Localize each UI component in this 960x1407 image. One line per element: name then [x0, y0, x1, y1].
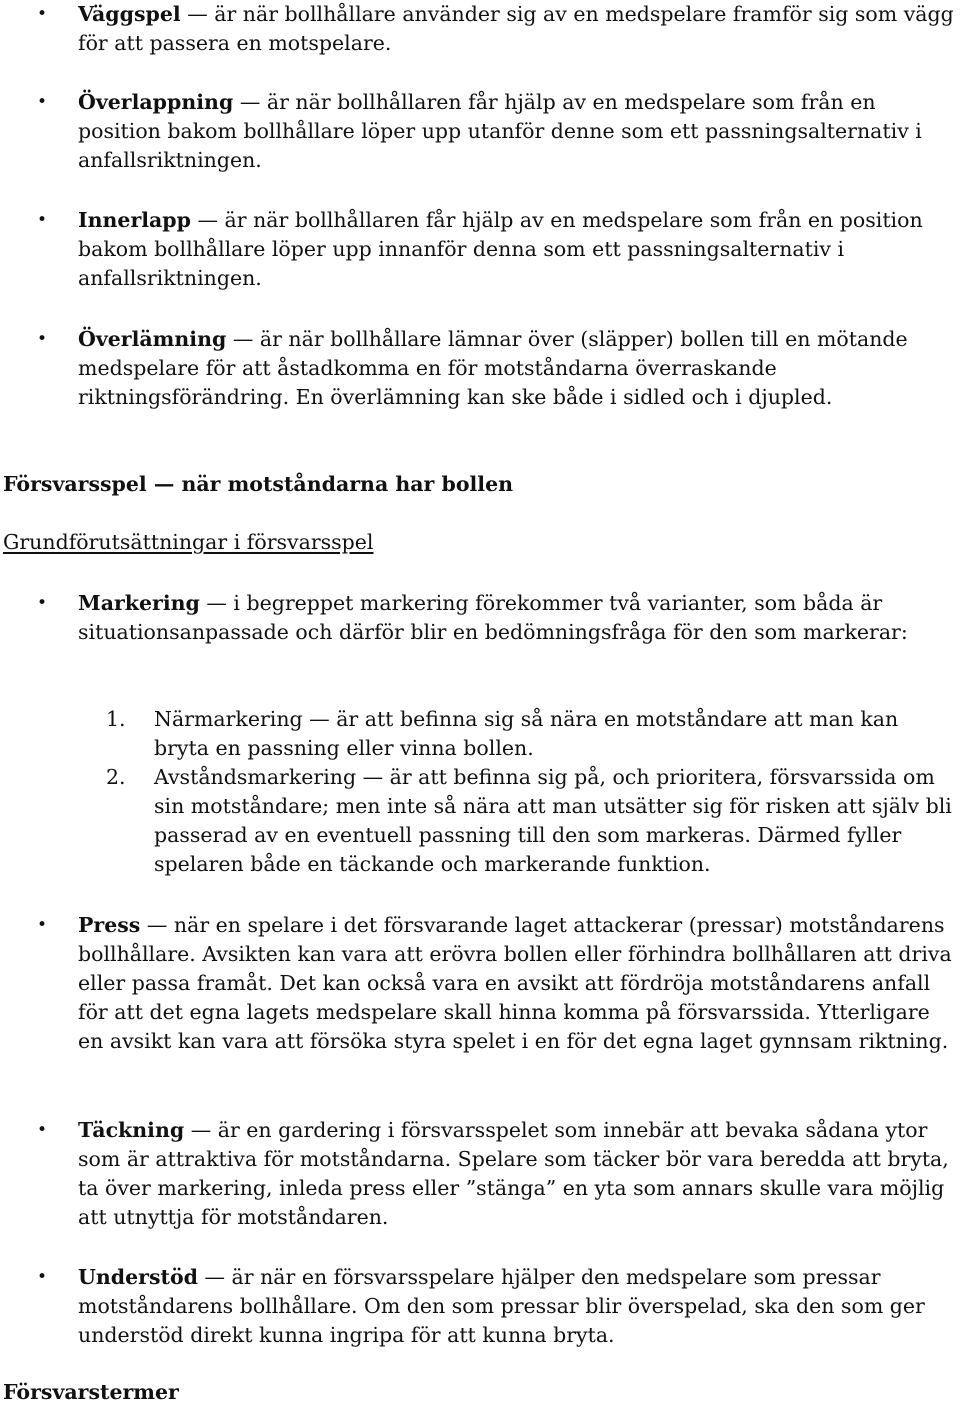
list-item-text: Avståndsmarkering — är att befinna sig på, och prioritera, försvarssida om sin motståndare; men inte så nära att man utsätter sig för risken att själv bli passerad av en eventuell passning till den som markeras. Därmed fyller spelaren både en täckande och markerande funktion. [154, 765, 952, 876]
list-item [106, 763, 954, 879]
dash-separator: — [232, 327, 260, 351]
term-title: Markering [78, 591, 200, 615]
term-definition: är när bollhållare lämnar över (släpper) bollen till en mötande medspelare för att åstadkomma en för motståndarna överraskande riktningsförändring. En överlämning kan ske både i sidled och i djupled. [78, 327, 908, 409]
bullet-icon: • [37, 329, 48, 349]
term-title: Innerlapp [78, 208, 191, 232]
bullet-icon: • [37, 593, 48, 613]
bullet-icon: • [37, 4, 48, 24]
term-title: Täckning [78, 1118, 185, 1142]
term-definition: är när bollhållaren får hjälp av en medspelare som från en position bakom bollhållare löper upp innanför denna som ett passningsalternativ i anfallsriktningen. [78, 208, 923, 290]
term-title: Väggspel [78, 2, 181, 26]
term-title: Överlappning [78, 90, 234, 114]
bullet-icon: • [37, 210, 48, 230]
term-definition: i begreppet markering förekommer två varianter, som båda är situationsanpassade och därför blir en bedömningsfråga för den som markerar: [78, 591, 908, 644]
term-title: Understöd [78, 1265, 198, 1289]
term-tackning [0, 1116, 960, 1232]
bullet-icon: • [37, 915, 48, 935]
dash-separator: — [146, 913, 174, 937]
term-definition: är när en försvarsspelare hjälper den medspelare som pressar motståndarens bollhållare. Om den som pressar blir överspelad, ska den som ger understöd direkt kunna ingripa för att kunna bryta. [78, 1265, 925, 1347]
term-title: Press [78, 913, 141, 937]
term-overlamning [0, 325, 960, 412]
dash-separator: — [206, 591, 234, 615]
term-vaggspel [0, 0, 960, 58]
list-number: 1. [106, 707, 126, 731]
bullet-icon: • [37, 1120, 48, 1140]
term-understod [0, 1263, 960, 1350]
term-overlappning [0, 88, 960, 175]
term-definition: är en gardering i försvarsspelet som innebär att bevaka sådana ytor som är attraktiva för motståndarna. Spelare som täcker bör vara beredda att bryta, ta över markering, inleda press eller ”stänga” en yta som annars skulle vara möjlig att utnyttja för motståndaren. [78, 1118, 949, 1229]
section-subheading: Grundförutsättningar i försvarsspel [3, 530, 374, 554]
term-markering [0, 589, 960, 647]
dash-separator: — [190, 1118, 218, 1142]
bullet-icon: • [37, 92, 48, 112]
marking-variants-list [0, 705, 960, 879]
dash-separator: — [197, 208, 225, 232]
dash-separator: — [239, 90, 267, 114]
term-title: Överlämning [78, 327, 227, 351]
term-press [0, 911, 960, 1056]
dash-separator: — [187, 2, 215, 26]
list-number: 2. [106, 765, 126, 789]
bottom-heading: Försvarstermer [3, 1380, 179, 1404]
term-definition: är när bollhållaren får hjälp av en medspelare som från en position bakom bollhållare löper upp utanför denne som ett passningsalternativ i anfallsriktningen. [78, 90, 922, 172]
list-item [106, 705, 954, 763]
section-heading: Försvarsspel — när motståndarna har bollen [3, 472, 514, 496]
dash-separator: — [204, 1265, 232, 1289]
term-definition: när en spelare i det försvarande laget attackerar (pressar) motståndarens bollhållare. Avsikten kan vara att erövra bollen eller förhindra bollhållaren att driva eller passa framåt. Det kan också vara en avsikt att fördröja motståndarens anfall för att det egna lagets medspelare skall hinna komma på försvarssida. Ytterligare en avsikt kan vara att försöka styra spelet i en för det egna laget gynnsam riktning. [78, 913, 952, 1053]
list-item-text: Närmarkering — är att befinna sig så nära en motståndare att man kan bryta en passning eller vinna bollen. [154, 707, 899, 760]
term-definition: är när bollhållare använder sig av en medspelare framför sig som vägg för att passera en motspelare. [78, 2, 954, 55]
bullet-icon: • [37, 1267, 48, 1287]
term-innerlapp [0, 206, 960, 293]
